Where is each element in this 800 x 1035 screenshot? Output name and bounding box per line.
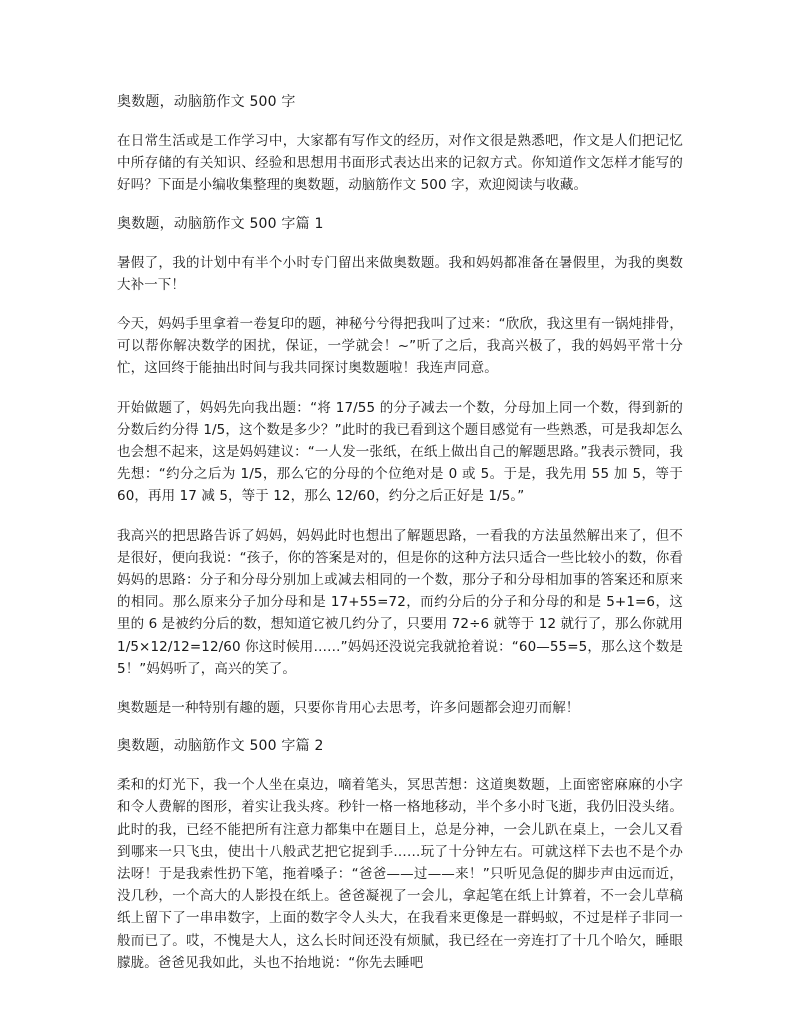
section-2-paragraph-1: 柔和的灯光下，我一个人坐在桌边，嘀着笔头，冥思苦想：这道奥数题，上面密密麻麻的小字和令人费解的图形，着实让我头疼。秒针一格一格地移动，半个多小时飞逝，我仍旧没头绪。此时的我，已经不能把所有注意力都集中在题目上，总是分神，一会儿趴在桌上，一会儿又看到哪来一只飞虫，使出十八般武艺把它捉到手……玩了十分钟左右。可就这样下去也不是个办法呀！于是我索性扔下笔，拖着嗓子：“爸爸——过——来！”只听见急促的脚步声由远而近，没几秒，一个高大的人影投在纸上。爸爸凝视了一会儿，拿起笔在纸上计算着，不一会儿草稿纸上留下了一串串数字，上面的数字令人头大，在我看来更像是一群蚂蚁，不过是样子非同一般而已了。哎，不愧是大人，这么长时间还没有烦腻，我已经在一旁连打了十几个哈欠，睡眼朦胧。爸爸见我如此，头也不抬地说：“你先去睡吧	[117, 777, 683, 971]
section-2-heading: 奥数题，动脑筋作文 500 字篇 2	[117, 738, 324, 755]
section-1-paragraph-4: 我高兴的把思路告诉了妈妈，妈妈此时也想出了解题思路，一看我的方法虽然解出来了，但不是很好，便向我说：“孩子，你的答案是对的，但是你的这种方法只适合一些比较小的数，你看妈妈的思路：分子和分母分别加上或减去相同的一个数，那分子和分母相加事的答案还和原来的相同。那么原来分子加分母和是 17+55=72，而约分后的分子和分母的和是 5+1=6，这里的 6 是被约分后的数，想知道它被几约分了，只要用 72÷6 就等于 12 就行了，那么你就用 1/5×12/12=12/60 你这时候用……”妈妈还没说完我就抢着说：“60—55=5，那么这个数是 5！”妈妈听了，高兴的笑了。	[117, 527, 683, 677]
section-1-heading: 奥数题，动脑筋作文 500 字篇 1	[117, 215, 324, 232]
section-1-paragraph-2: 今天，妈妈手里拿着一卷复印的题，神秘兮兮得把我叫了过来：“欣欣，我这里有一锅炖排骨，可以帮你解决数学的困扰，保证，一学就会！~”听了之后，我高兴极了，我的妈妈平常十分忙，这回终于能抽出时间与我共同探讨奥数题啦！我连声同意。	[117, 316, 683, 377]
section-1-paragraph-5: 奥数题是一种特别有趣的题，只要你肯用心去思考，许多问题都会迎刃而解！	[117, 700, 580, 717]
document-title: 奥数题，动脑筋作文 500 字	[117, 94, 296, 110]
section-1-paragraph-1: 暑假了，我的计划中有半个小时专门留出来做奥数题。我和妈妈都准备在暑假里，为我的奥数大补一下！	[117, 254, 683, 293]
section-1-paragraph-3: 开始做题了，妈妈先向我出题：“将 17/55 的分子减去一个数，分母加上同一个数，得到新的分数后约分得 1/5，这个数是多少？”此时的我已看到这个题目感觉有一些熟悉，可是我却怎么也会想不起来，这是妈妈建议：“一人发一张纸，在纸上做出自己的解题思路。”我表示赞同，我先想：“约分之后为 1/5，那么它的分母的个位绝对是 0 或 5。于是，我先用 55 加 5，等于 60，再用 17 减 5，等于 12，那么 12/60，约分之后正好是 1/5。”	[117, 399, 683, 505]
intro-paragraph: 在日常生活或是工作学习中，大家都有写作文的经历，对作文很是熟悉吧，作文是人们把记忆中所存储的有关知识、经验和思想用书面形式表达出来的记叙方式。你知道作文怎样才能写的好吗？下面是小编收集整理的奥数题，动脑筋作文 500 字，欢迎阅读与收藏。	[117, 133, 683, 194]
document-page	[117, 92, 683, 991]
